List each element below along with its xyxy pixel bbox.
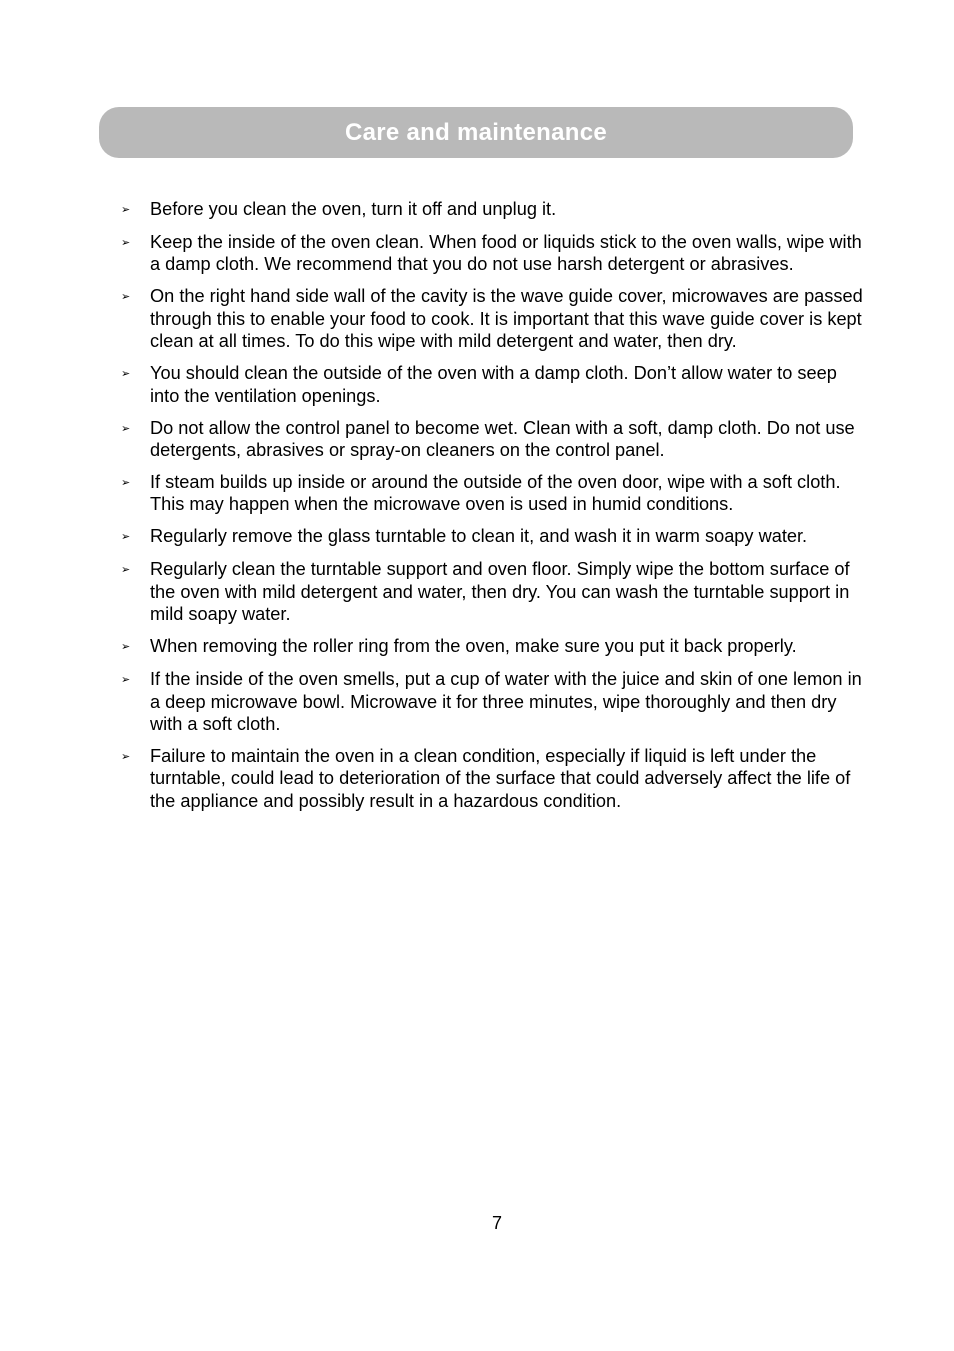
arrow-bullet-icon: ➢ [121,750,131,764]
list-item [118,231,866,276]
list-item [118,417,866,462]
arrow-bullet-icon: ➢ [121,236,131,249]
list-item-text: Failure to maintain the oven in a clean condition, especially if liquid is left under the turntable, could lead to deterioration of the surface that could adversely affect the life of the appliance and possibly result in a hazardous condition. [150,746,851,811]
list-item-text: Do not allow the control panel to become wet. Clean with a soft, damp cloth. Do not use detergents, abrasives or spray-on cleaners on the control panel. [150,417,855,461]
list-item-text: On the right hand side wall of the cavity is the wave guide cover, microwaves are passed through this to enable your food to cook. It is important that this wave guide cover is kept clean at all times. To do this wipe with mild detergent and water, then dry. [150,286,863,352]
list-item [118,745,866,812]
arrow-bullet-icon: ➢ [121,640,131,654]
arrow-bullet-icon: ➢ [121,367,131,381]
list-item [118,635,866,658]
list-item-text: Before you clean the oven, turn it off and unplug it. [150,199,557,219]
list-item [118,558,866,625]
page-title: Care and maintenance [344,118,608,146]
list-item-text: If the inside of the oven smells, put a cup of water with the juice and skin of one lemon in a deep microwave bowl. Microwave it for three minutes, wipe thoroughly and then dry with a soft cloth. [150,669,862,735]
list-item [118,285,866,352]
list-item [118,525,866,548]
arrow-bullet-icon: ➢ [121,563,131,577]
arrow-bullet-icon: ➢ [121,530,131,544]
page-number: 7 [491,1213,502,1233]
list-item-text: Regularly clean the turntable support and oven floor. Simply wipe the bottom surface of the oven with mild detergent and water, then dry. You can wash the turntable support in mild soapy water. [150,559,850,625]
arrow-bullet-icon: ➢ [121,290,131,304]
arrow-bullet-icon: ➢ [121,476,131,490]
arrow-bullet-icon: ➢ [121,673,131,687]
maintenance-list [118,198,866,822]
list-item [118,471,866,516]
list-item-text: You should clean the outside of the oven with a damp cloth. Don’t allow water to seep into the ventilation openings. [150,363,837,406]
list-item [118,198,866,221]
list-item-text: Keep the inside of the oven clean. When food or liquids stick to the oven walls, wipe with a damp cloth. We recommend that you do not use harsh detergent or abrasives. [150,232,862,275]
list-item-text: Regularly remove the glass turntable to clean it, and wash it in warm soapy water. [150,526,808,547]
list-item [118,362,866,407]
list-item-text: If steam builds up inside or around the outside of the oven door, wipe with a soft cloth. This may happen when the microwave oven is used in humid conditions. [150,472,841,515]
list-item-text: When removing the roller ring from the oven, make sure you put it back properly. [150,636,797,657]
arrow-bullet-icon: ➢ [121,203,131,216]
section-title-bar [99,107,853,158]
arrow-bullet-icon: ➢ [121,421,131,435]
list-item [118,668,866,735]
